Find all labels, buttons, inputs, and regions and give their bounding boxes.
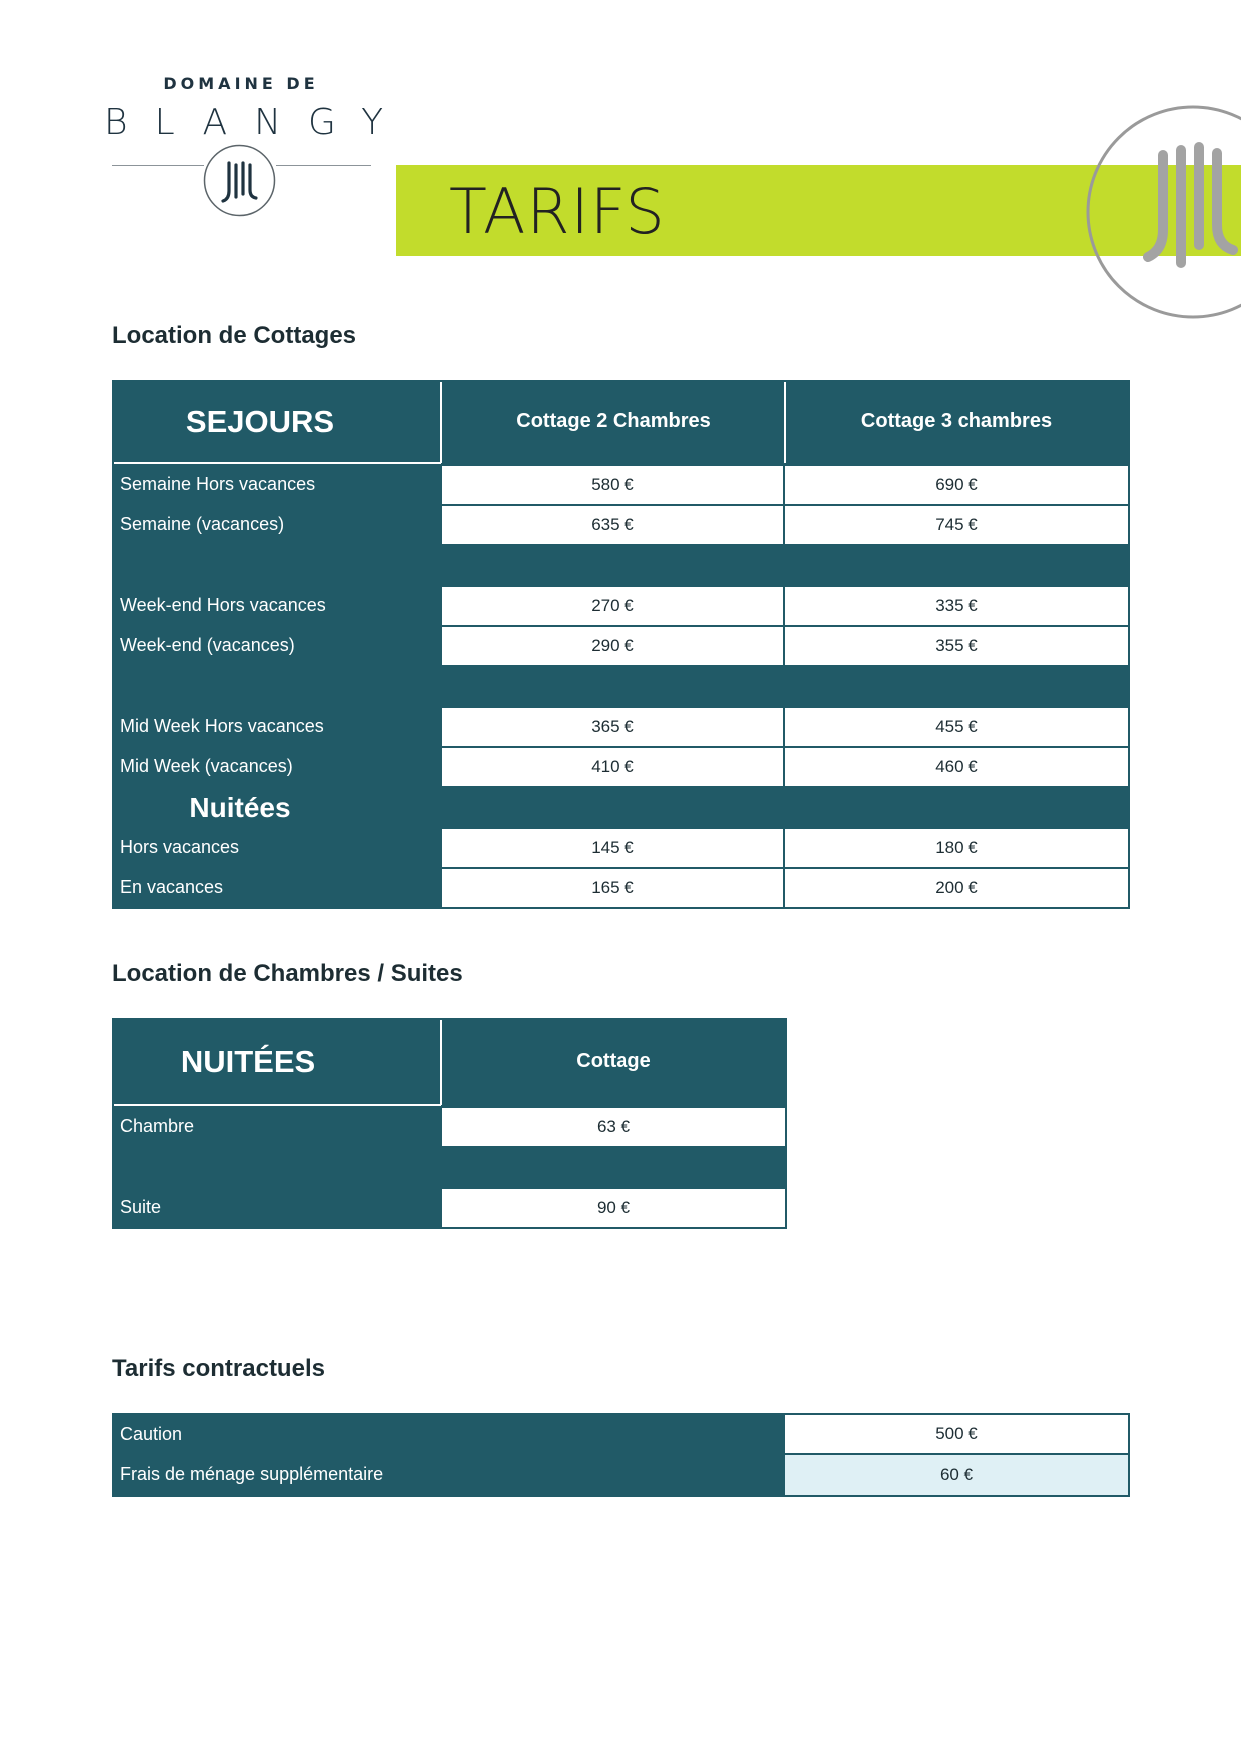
header-nuitees: NUITÉES bbox=[180, 1043, 316, 1079]
header-divider bbox=[440, 1020, 442, 1105]
header-sejours: SEJOURS bbox=[185, 403, 335, 439]
price-cell: 745 € bbox=[783, 504, 1130, 546]
section-title-cottages: Location de Cottages bbox=[112, 322, 357, 349]
price-cell: 145 € bbox=[440, 827, 785, 869]
price-cell: 635 € bbox=[440, 504, 785, 546]
page-title: TARIFS bbox=[449, 175, 666, 248]
price-cell: 63 € bbox=[440, 1106, 787, 1148]
row-label: Frais de ménage supplémentaire bbox=[120, 1463, 384, 1484]
row-label: Semaine (vacances) bbox=[120, 513, 285, 534]
section-title-rooms: Location de Chambres / Suites bbox=[112, 960, 463, 987]
section-title-contract: Tarifs contractuels bbox=[112, 1355, 325, 1382]
price-cell: 335 € bbox=[783, 585, 1130, 627]
price-cell: 180 € bbox=[783, 827, 1130, 869]
header-cottage-2: Cottage 2 Chambres bbox=[516, 410, 711, 432]
price-cell: 270 € bbox=[440, 585, 785, 627]
price-cell: 290 € bbox=[440, 625, 785, 667]
row-label: Suite bbox=[120, 1196, 162, 1217]
jm-monogram-icon bbox=[203, 144, 276, 217]
price-cell: 165 € bbox=[440, 867, 785, 909]
row-label: Semaine Hors vacances bbox=[120, 473, 316, 494]
logo-line-1: DOMAINE DE bbox=[163, 74, 319, 93]
price-cell: 690 € bbox=[783, 464, 1130, 506]
header-divider bbox=[784, 382, 786, 463]
header-divider bbox=[440, 382, 442, 463]
price-cell-highlighted: 60 € bbox=[783, 1453, 1130, 1497]
rooms-table bbox=[112, 1018, 787, 1229]
price-cell: 365 € bbox=[440, 706, 785, 748]
row-label: Week-end Hors vacances bbox=[120, 594, 326, 615]
jm-monogram-watermark-icon bbox=[1086, 105, 1241, 320]
row-label: Week-end (vacances) bbox=[120, 634, 295, 655]
price-cell: 460 € bbox=[783, 746, 1130, 788]
row-label: Mid Week (vacances) bbox=[120, 755, 293, 776]
price-cell: 500 € bbox=[783, 1413, 1130, 1455]
price-cell: 200 € bbox=[783, 867, 1130, 909]
header-cottage-3: Cottage 3 chambres bbox=[860, 410, 1053, 432]
price-cell: 455 € bbox=[783, 706, 1130, 748]
price-cell: 580 € bbox=[440, 464, 785, 506]
header-cottage: Cottage bbox=[576, 1050, 651, 1072]
contract-table bbox=[112, 1413, 1130, 1497]
logo-divider-left bbox=[112, 165, 204, 166]
price-cell: 410 € bbox=[440, 746, 785, 788]
row-label: Hors vacances bbox=[120, 836, 240, 857]
logo-line-2: BLANGY bbox=[104, 102, 411, 143]
row-label: En vacances bbox=[120, 876, 224, 897]
price-cell: 90 € bbox=[440, 1187, 787, 1229]
row-label: Caution bbox=[120, 1423, 183, 1444]
price-cell: 355 € bbox=[783, 625, 1130, 667]
cottages-table bbox=[112, 380, 1130, 909]
logo-divider-right bbox=[276, 165, 371, 166]
subheader-nuitees: Nuitées bbox=[189, 792, 291, 823]
row-label: Mid Week Hors vacances bbox=[120, 715, 324, 736]
row-label: Chambre bbox=[120, 1115, 195, 1136]
